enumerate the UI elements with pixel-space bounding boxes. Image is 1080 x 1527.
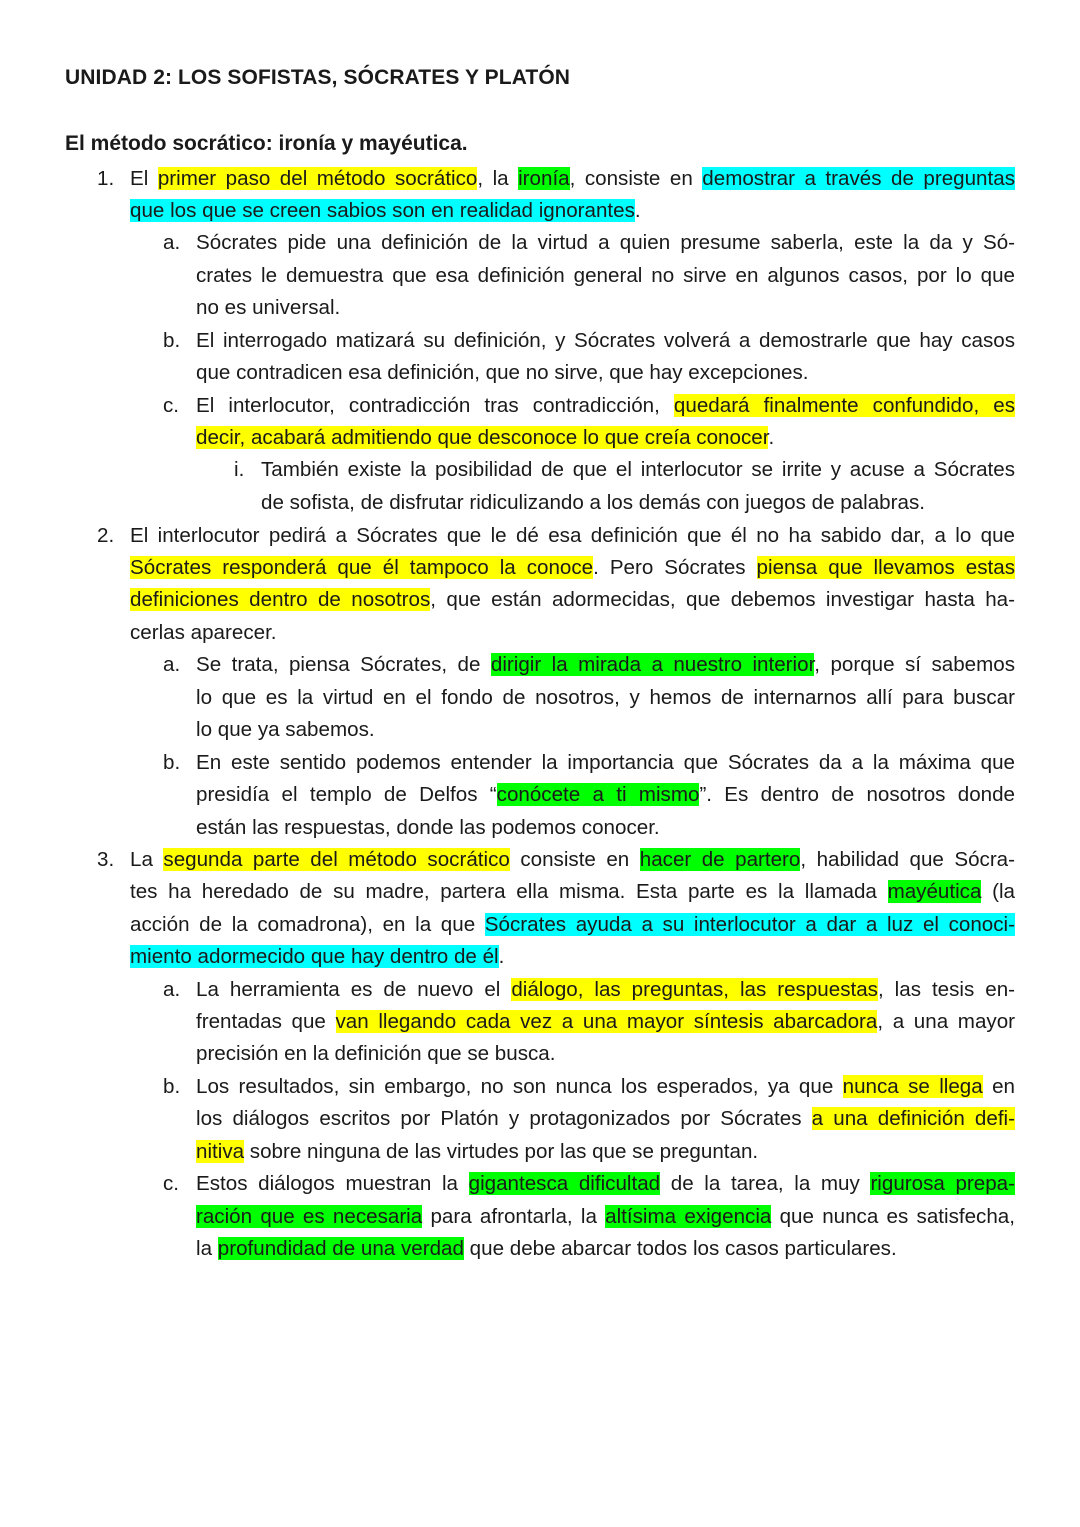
highlight-yellow: definiciones dentro de nosotros: [130, 588, 431, 611]
text-line: tes ha heredado de su madre, partera ella misma. Esta parte es la llamada mayéutica (la: [130, 880, 1015, 903]
unit-title: UNIDAD 2: LOS SOFISTAS, SÓCRATES Y PLATÓN: [65, 66, 571, 89]
list-roman-i: i.: [234, 458, 245, 481]
text-line: miento adormecido que hay dentro de él.: [130, 945, 505, 968]
text-line: que los que se creen sabios son en realidad ignorantes.: [130, 199, 641, 222]
text-line: ración que es necesaria para afrontarla, la altísima exigencia que nunca es satisfecha,: [196, 1205, 1015, 1228]
text-line: que contradicen esa definición, que no sirve, que hay excepciones.: [196, 361, 809, 384]
text-line: lo que es la virtud en el fondo de nosotros, y hemos de internarnos allí para buscar: [196, 686, 1015, 709]
list-letter-a: a.: [163, 978, 181, 1001]
text-line: presidía el templo de Delfos “conócete a ti mismo”. Es dentro de nosotros donde: [196, 783, 1016, 806]
text-line: La segunda parte del método socrático consiste en hacer de partero, habilidad que Sócra-: [130, 848, 1015, 871]
highlight-yellow: segunda parte del método socrático: [163, 848, 510, 871]
text-line: El interrogado matizará su definición, y Sócrates volverá a demostrarle que hay casos: [196, 329, 1015, 352]
highlight-yellow: Sócrates responderá que él tampoco la conoce: [130, 556, 594, 579]
text-line: los diálogos escritos por Platón y protagonizados por Sócrates a una definición defi-: [196, 1107, 1015, 1130]
text-line: La herramienta es de nuevo el diálogo, las preguntas, las respuestas, las tesis en-: [196, 978, 1016, 1001]
list-letter-c: c.: [163, 394, 180, 417]
highlight-yellow: quedará finalmente confundido, es: [673, 394, 1016, 417]
highlight-green: altísima exigencia: [605, 1205, 772, 1228]
text-line: crates le demuestra que esa definición general no sirve en algunos casos, por lo que: [196, 264, 1015, 287]
text-line: cerlas aparecer.: [130, 621, 277, 644]
highlight-green: rigurosa prepa-: [870, 1172, 1015, 1195]
text-line: definiciones dentro de nosotros, que están adormecidas, que debemos investigar hasta ha-: [130, 588, 1015, 611]
list-number-2: 2.: [97, 524, 115, 547]
text-line: Los resultados, sin embargo, no son nunca los esperados, ya que nunca se llega en: [196, 1075, 1015, 1098]
list-number-3: 3.: [97, 848, 115, 871]
list-letter-b: b.: [163, 751, 181, 774]
text-line: Estos diálogos muestran la gigantesca dificultad de la tarea, la muy rigurosa prepa-: [196, 1172, 1015, 1195]
text-line: están las respuestas, donde las podemos conocer.: [196, 816, 660, 839]
highlight-cyan: demostrar a través de preguntas: [702, 167, 1015, 190]
highlight-green: mayéutica: [887, 880, 982, 903]
section-title: El método socrático: ironía y mayéutica.: [65, 132, 468, 155]
text-line: precisión en la definición que se busca.: [196, 1042, 556, 1065]
list-letter-b: b.: [163, 1075, 181, 1098]
text-line: En este sentido podemos entender la importancia que Sócrates da a la máxima que: [196, 751, 1015, 774]
highlight-yellow: a una definición defi-: [811, 1107, 1015, 1130]
highlight-cyan: Sócrates ayuda a su interlocutor a dar a luz el conoci-: [484, 913, 1015, 936]
text-line: nitiva sobre ninguna de las virtudes por las que se preguntan.: [196, 1140, 759, 1163]
highlight-green: gigantesca dificultad: [468, 1172, 661, 1195]
list-letter-b: b.: [163, 329, 181, 352]
text-line: decir, acabará admitiendo que desconoce lo que creía conocer.: [196, 426, 775, 449]
text-line: Sócrates pide una definición de la virtud a quien presume saberla, este la da y Só-: [196, 231, 1015, 254]
text-line: de sofista, de disfrutar ridiculizando a los demás con juegos de palabras.: [261, 491, 925, 514]
text-line: El interlocutor pedirá a Sócrates que le dé esa definición que él no ha sabido dar, a lo que: [130, 524, 1015, 547]
text-line: la profundidad de una verdad que debe abarcar todos los casos particulares.: [196, 1237, 897, 1260]
highlight-green: conócete a ti mismo: [496, 783, 700, 806]
highlight-green: hacer de partero: [639, 848, 801, 871]
highlight-cyan: que los que se creen sabios son en realidad ignorantes: [130, 199, 635, 222]
text-line: acción de la comadrona), en la que Sócrates ayuda a su interlocutor a dar a luz el conoci-: [130, 913, 1015, 936]
highlight-green: dirigir la mirada a nuestro interior: [490, 653, 815, 676]
text-line: Se trata, piensa Sócrates, de dirigir la mirada a nuestro interior, porque sí sabemos: [196, 653, 1016, 676]
list-letter-a: a.: [163, 231, 181, 254]
text-line: no es universal.: [196, 296, 341, 319]
text-line: Sócrates responderá que él tampoco la conoce. Pero Sócrates piensa que llevamos estas: [130, 556, 1015, 579]
list-letter-a: a.: [163, 653, 181, 676]
highlight-yellow: nunca se llega: [842, 1075, 983, 1098]
text-line: frentadas que van llegando cada vez a una mayor síntesis abarcadora, a una mayor: [196, 1010, 1016, 1033]
text-line: El primer paso del método socrático, la ironía, consiste en demostrar a través de preguntas: [130, 167, 1015, 190]
text-line: También existe la posibilidad de que el interlocutor se irrite y acuse a Sócrates: [261, 458, 1015, 481]
highlight-yellow: primer paso del método socrático: [157, 167, 478, 190]
text-line: El interlocutor, contradicción tras contradicción, quedará finalmente confundido, es: [196, 394, 1016, 417]
highlight-yellow: piensa que llevamos estas: [756, 556, 1015, 579]
highlight-yellow: van llegando cada vez a una mayor síntesis abarcadora: [335, 1010, 878, 1033]
highlight-green: ironía: [518, 167, 570, 190]
highlight-cyan: miento adormecido que hay dentro de él: [130, 945, 499, 968]
highlight-yellow: diálogo, las preguntas, las respuestas: [511, 978, 878, 1001]
list-number-1: 1.: [97, 167, 115, 190]
highlight-green: ración que es necesaria: [196, 1205, 423, 1228]
highlight-yellow: nitiva: [196, 1140, 245, 1163]
highlight-green: profundidad de una verdad: [217, 1237, 464, 1260]
text-line: lo que ya sabemos.: [196, 718, 375, 741]
list-letter-c: c.: [163, 1172, 180, 1195]
highlight-yellow: decir, acabará admitiendo que desconoce lo que creía conocer: [196, 426, 769, 449]
